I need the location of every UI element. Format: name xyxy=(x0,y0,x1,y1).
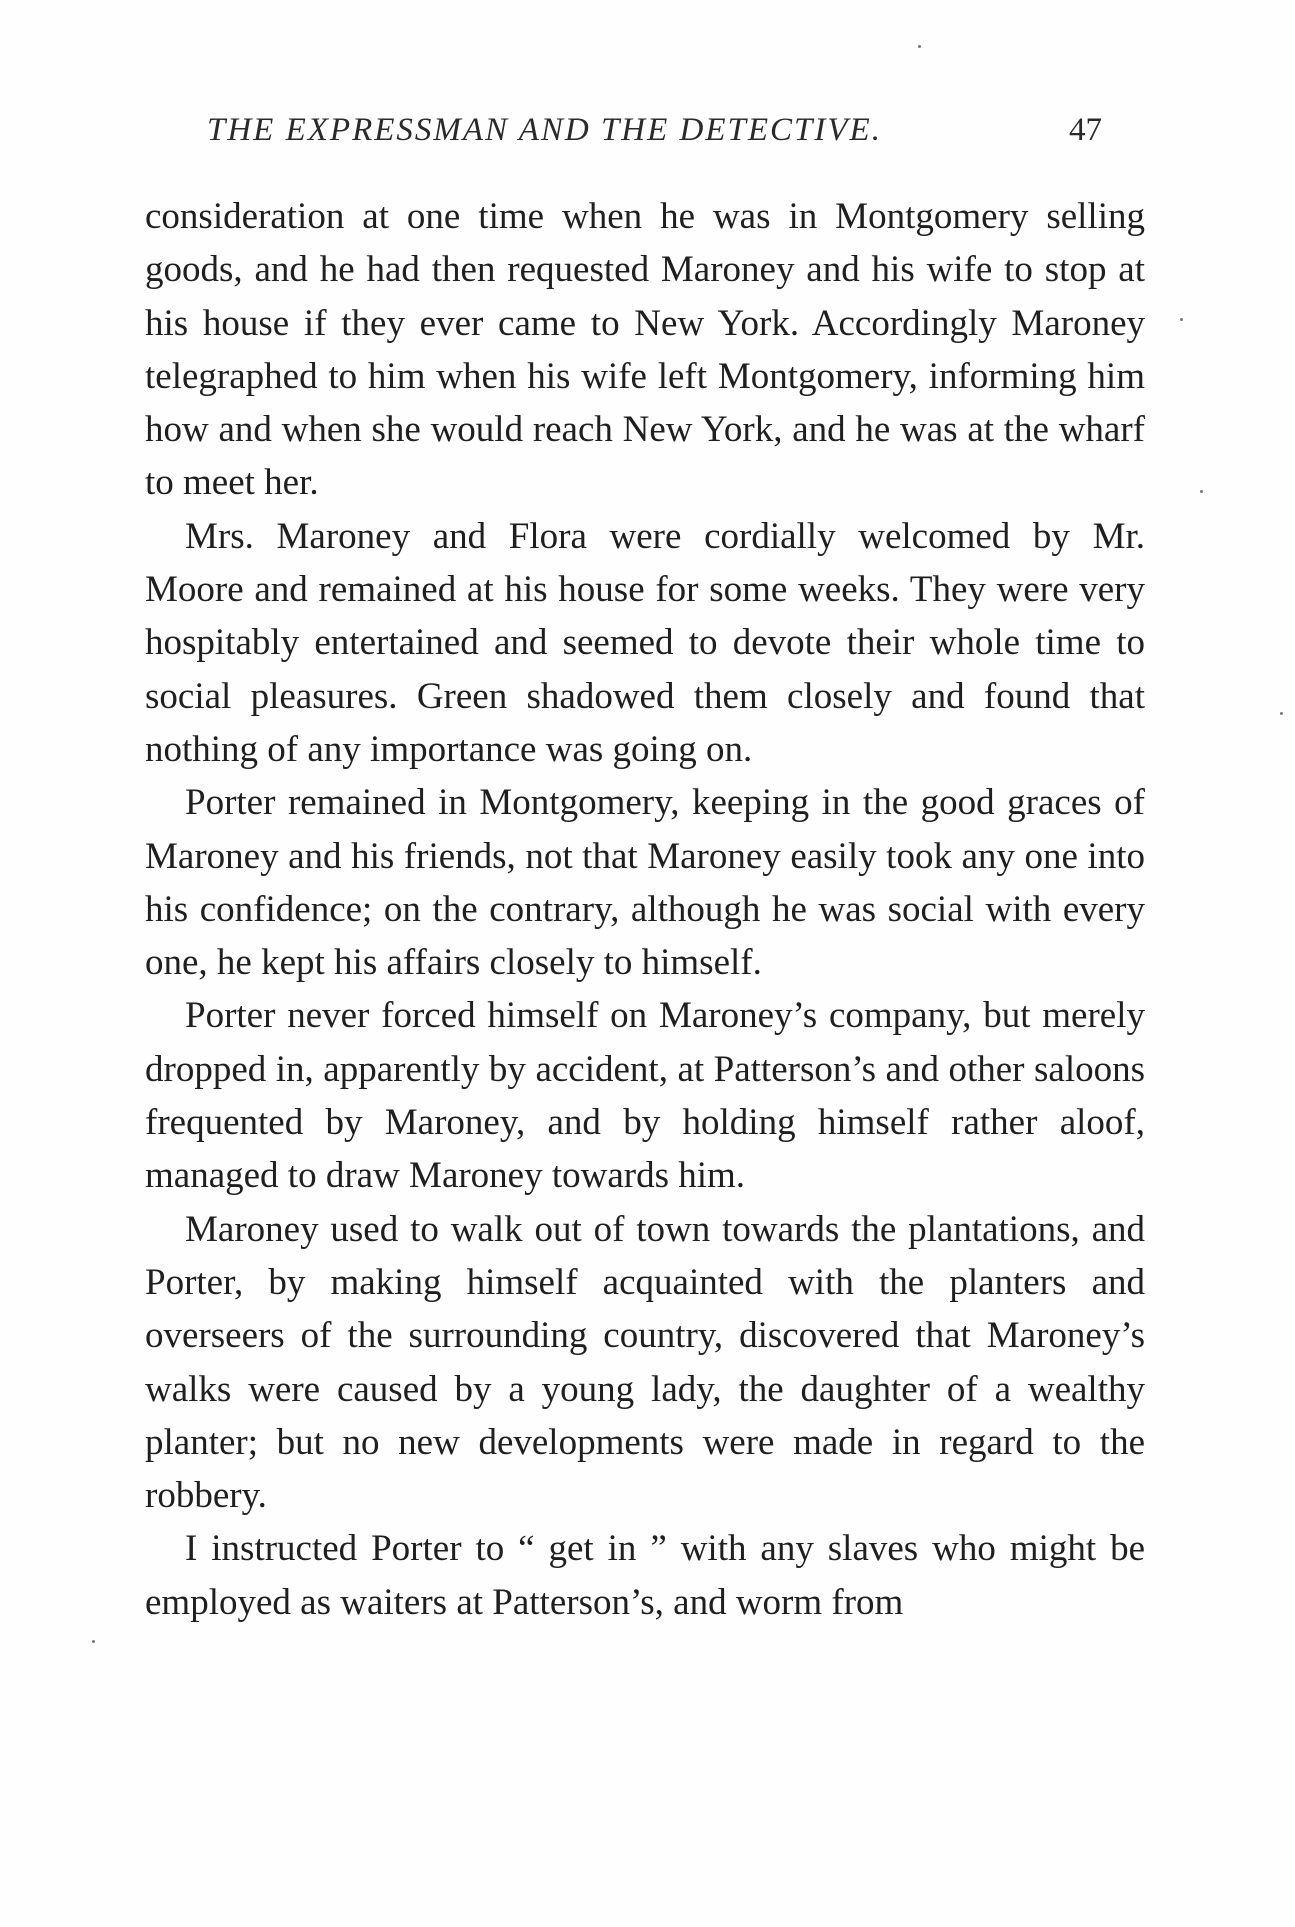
body-text xyxy=(145,190,1145,1629)
paragraph-maroney-walks: Maroney used to walk out of town towards the plantations, and Porter, by making himself acquainted with the planters and overseers of the surrounding country, discovered that Maroney’s walks were caused by a young lady, the daughter of a wealthy planter; but no new developments were made in regard to the robbery. xyxy=(145,1208,1145,1517)
paper-speck xyxy=(918,45,921,48)
paragraph-continued: consideration at one time when he was in Montgomery selling goods, and he had then requested Maroney and his wife to stop at his house if they ever came to New York. Accordingly Maroney telegraphed to him when his wife left Montgomery, informing him how and when she would reach New York, and he was at the wharf to meet her. xyxy=(145,196,1145,504)
paper-speck xyxy=(1200,490,1203,493)
paragraph-porter-company: Porter never forced himself on Maroney’s company, but merely dropped in, apparently by accident, at Patterson’s and other saloons frequented by Maroney, and by holding himself rather aloof, managed to draw Maroney towards him. xyxy=(145,995,1145,1197)
paragraph-porter-montgomery: Porter remained in Montgomery, keeping in the good graces of Maroney and his friends, not that Maroney easily took any one into his confidence; on the contrary, although he was social with every one, he kept his affairs closely to himself. xyxy=(145,782,1145,984)
running-title: THE EXPRESSMAN AND THE DETECTIVE. xyxy=(207,112,882,148)
paragraph-mrs-maroney: Mrs. Maroney and Flora were cordially welcomed by Mr. Moore and remained at his house for some weeks. They were very hospitably entertained and seemed to devote their whole time to social pleasures. Green shadowed them closely and found that nothing of any importance was going on. xyxy=(145,515,1145,770)
page-number: 47 xyxy=(1069,112,1102,148)
paragraph-instructions: I instructed Porter to “ get in ” with any slaves who might be employed as waiters at Patterson’s, and worm from xyxy=(145,1528,1145,1623)
paper-speck xyxy=(1280,712,1283,715)
running-head xyxy=(145,112,1145,162)
paper-speck xyxy=(92,1640,95,1643)
paper-speck xyxy=(1180,318,1183,321)
